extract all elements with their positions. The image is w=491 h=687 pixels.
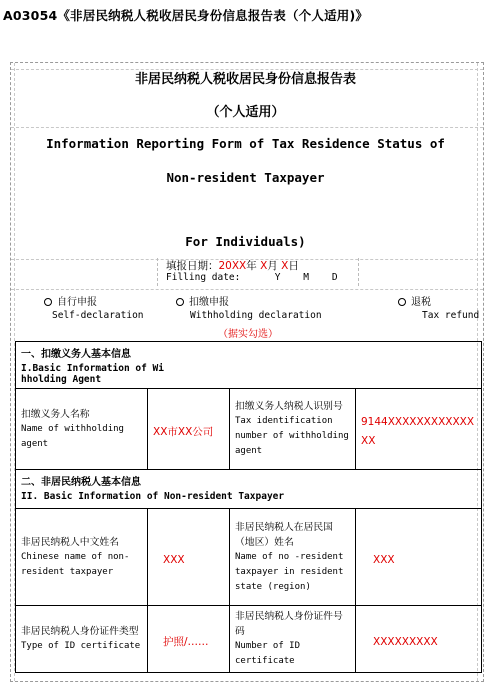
taxpayer-resident-name-label: 非居民纳税人在居民国（地区）姓名 xyxy=(235,521,333,548)
withholding-agent-name-label: 扣缴义务人名称 xyxy=(21,408,90,420)
filling-date-en: Filling date: Y M D xyxy=(166,272,338,283)
withholding-agent-name-value[interactable]: XX市XX公司 xyxy=(153,425,214,438)
option-withholding-declaration-en: Withholding declaration xyxy=(190,310,322,321)
form-title-cn: 非居民纳税人税收居民身份信息报告表 xyxy=(134,72,356,87)
option-self-declaration[interactable]: 自行申报 xyxy=(44,293,97,308)
taxpayer-chinese-name-value[interactable]: XXX xyxy=(163,553,185,566)
section2-title-en: II. Basic Information of Non-resident Taxpayer xyxy=(21,491,285,502)
info-table xyxy=(15,341,482,673)
document-title: A03054《非居民纳税人税收居民身份信息报告表（个人适用)》 xyxy=(3,8,369,23)
filling-date xyxy=(157,258,359,286)
taxpayer-chinese-name-label-en: Chinese name of non-resident taxpayer xyxy=(21,551,130,577)
guide-line xyxy=(11,289,483,290)
section1-title-en: I.Basic Information of Wi hholding Agent xyxy=(21,363,164,385)
withholding-agent-tin-label: 扣缴义务人纳税人识别号 xyxy=(235,401,343,412)
id-type-label: 非居民纳税人身份证件类型 xyxy=(21,626,139,637)
option-withholding-declaration[interactable]: 扣缴申报 xyxy=(176,293,229,308)
withholding-agent-name-label-en: Name of withholding agent xyxy=(21,423,124,449)
section1-title-cn: 一、扣缴义务人基本信息 xyxy=(21,349,131,360)
table-row xyxy=(16,509,482,606)
taxpayer-resident-name-value[interactable]: XXX xyxy=(373,553,395,566)
guide-line xyxy=(11,127,483,128)
id-type-value[interactable]: 护照/…… xyxy=(163,635,209,648)
radio-circle-icon[interactable] xyxy=(398,298,406,306)
options-note: （据实勾选） xyxy=(218,329,278,340)
id-number-label-en: Number of ID certificate xyxy=(235,641,301,666)
form-title-en-line1: Information Reporting Form of Tax Residence Status of xyxy=(46,136,445,151)
form-subtitle-en: For Individuals) xyxy=(185,234,306,249)
form-subtitle-cn: （个人适用） xyxy=(206,105,285,120)
option-self-declaration-en: Self-declaration xyxy=(52,310,144,321)
radio-circle-icon[interactable] xyxy=(44,298,52,306)
withholding-agent-tin-label-en: Tax identification number of withholding agent xyxy=(235,416,349,456)
taxpayer-resident-name-label-en: Name of no -resident taxpayer in resident state (region) xyxy=(235,551,344,592)
section1-header xyxy=(16,342,482,389)
taxpayer-chinese-name-label: 非居民纳税人中文姓名 xyxy=(21,536,119,548)
table-row xyxy=(16,389,482,470)
table-row xyxy=(16,606,482,673)
filling-year-value: 20XX xyxy=(218,260,247,272)
filling-date-cn: 填报日期：20XX年 X月 X日 xyxy=(166,260,299,272)
filling-day-value: X xyxy=(281,260,289,272)
radio-circle-icon[interactable] xyxy=(176,298,184,306)
filling-month-value: X xyxy=(260,260,268,272)
id-number-label: 非居民纳税人身份证件号码 xyxy=(235,611,343,637)
id-type-label-en: Type of ID certificate xyxy=(21,641,141,651)
option-tax-refund-en: Tax refund xyxy=(422,310,480,321)
form-title-en-line2: Non-resident Taxpayer xyxy=(166,170,325,185)
option-tax-refund[interactable]: 退税 xyxy=(398,293,431,308)
id-number-value[interactable]: XXXXXXXXX xyxy=(373,635,438,648)
section2-title-cn: 二、非居民纳税人基本信息 xyxy=(21,477,141,488)
section2-header xyxy=(16,470,482,509)
withholding-agent-tin-value[interactable]: 9144XXXXXXXXXXXXXX xyxy=(361,416,475,447)
